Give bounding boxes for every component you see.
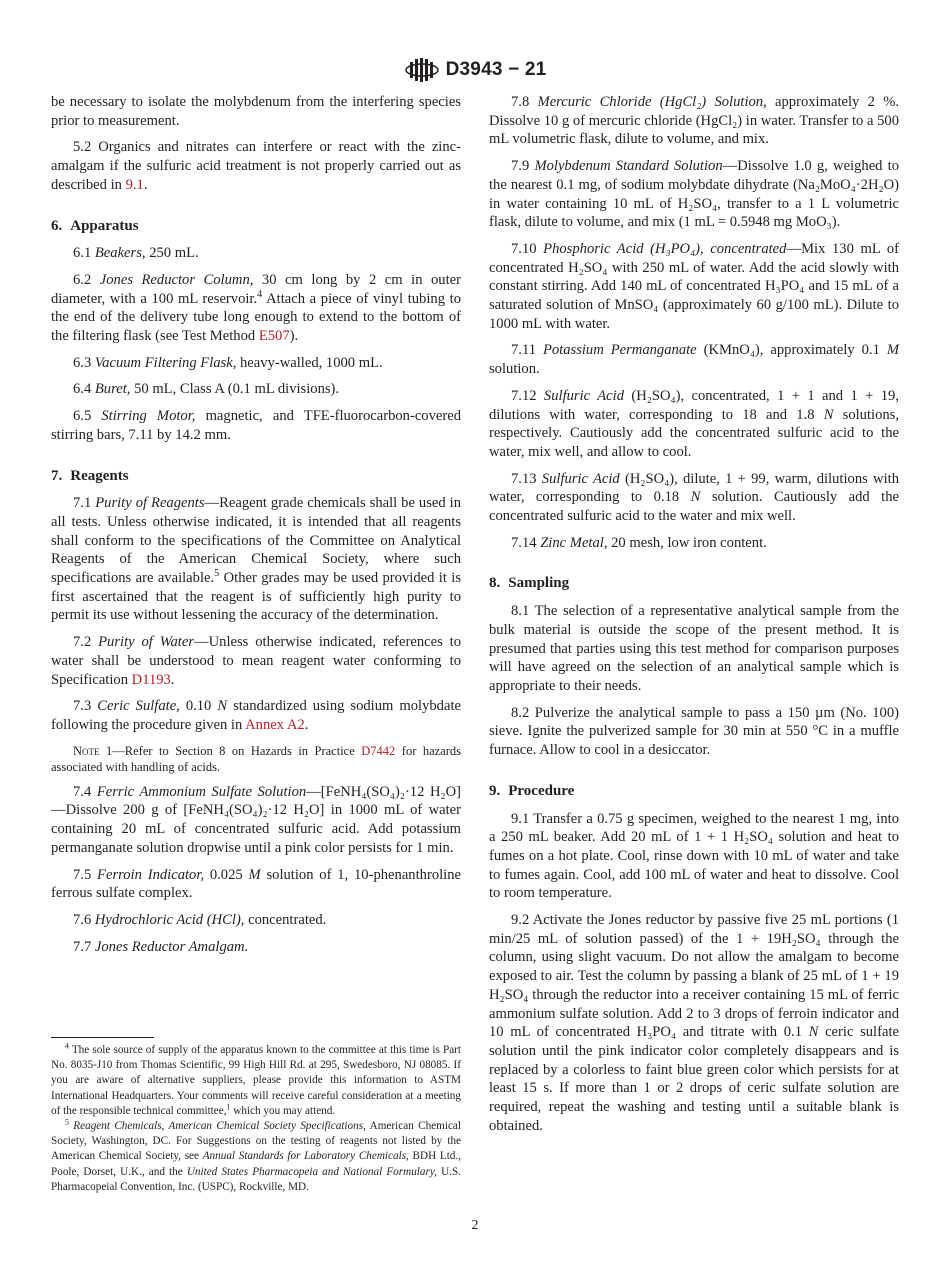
note-1: Note 1—Refer to Section 8 on Hazards in Practice D7442 for hazards associated with handling of acids. bbox=[51, 743, 462, 774]
paragraph-6-5: 6.5 Stirring Motor, magnetic, and TFE-fluorocarbon-covered stirring bars, 7.11 by 14.2 mm. bbox=[51, 408, 461, 443]
paragraph-7-10: 7.10 Phosphoric Acid (H₃PO₄), concentrated—Mix 130 mL of concentrated H₂SO₄ with 250 mL of water. Add the acid slowly with constant stirring. Add 140 mL of concentrated H₃PO₄ and 15 mL of a saturated solution of MnSO₄ (approximately 60 g/100 mL). Dilute to 1000 mL with water. bbox=[489, 240, 900, 332]
page-header bbox=[0, 56, 950, 89]
section-heading-apparatus: 6. Apparatus bbox=[51, 217, 139, 234]
paragraph-7-11: 7.11 Potassium Permanganate (KMnO₄), approximately 0.1 M solution. bbox=[489, 342, 899, 378]
link-d1193[interactable]: D1193 bbox=[131, 671, 171, 688]
document-id: D3943 − 21 bbox=[445, 59, 547, 80]
paragraph-7-4: 7.4 Ferric Ammonium Sulfate Solution—[FeNH₄(SO₄)₂·12 H₂O]—Dissolve 200 g of [FeNH₄(SO₄)₂·12 H₂O] in 1000 mL of water containing 20 mL of concentrated sulfuric acid. Add potassium permanganate solution dropwise until a pink color persists for 1 min. bbox=[51, 783, 461, 856]
section-heading-procedure: 9. Procedure bbox=[489, 782, 575, 799]
paragraph-7-3: 7.3 Ceric Sulfate, 0.10 N standardized using sodium molybdate following the procedure given in Annex A2. bbox=[51, 698, 461, 733]
link-d7442[interactable]: D7442 bbox=[361, 743, 396, 758]
link-e507[interactable]: E507 bbox=[258, 328, 290, 345]
astm-logo-icon bbox=[404, 56, 440, 84]
paragraph-7-6: 7.6 Hydrochloric Acid (HCl), concentrated. bbox=[73, 911, 327, 928]
footnote-4: $^4$ The sole source of supply of the apparatus known to the committee at this time is Part No. 8035-J10 from Thomas Scientific, 99 High Hill Rd. at 295, Swedesboro, NJ 08085. If you are aware of alternative suppliers, please provide this information to ASTM International Headquarters. Your comments will receive careful consideration at a meeting of the responsible technical committee,$^1$ which you may attend. bbox=[51, 1041, 461, 1117]
left-column bbox=[51, 93, 461, 964]
paragraph-7-1: 7.1 Purity of Reagents—Reagent grade chemicals shall be used in all tests. Unless otherwise indicated, it is intended that all reagents shall conform to the specifications of the Committee on Analytical Reagents of the American Chemical Society, where such specifications are available.$^5$ Other grades may be used provided it is first ascertained that the reagent is of sufficiently high purity to permit its use without lessening the accuracy of the determination. bbox=[51, 495, 462, 624]
footnote-ref-5[interactable]: 5 bbox=[214, 568, 220, 580]
paragraph-6-2: 6.2 Jones Reductor Column, 30 cm long by 2 cm in outer diameter, with a 100 mL reservoir.$^4$ Attach a piece of vinyl tubing to the end of the delivery tube long enough to extend to the bottom of the filtering flask (see Test Method E507). bbox=[51, 271, 461, 345]
section-heading-sampling: 8. Sampling bbox=[489, 575, 570, 592]
paragraph-6-4: 6.4 Buret, 50 mL, Class A (0.1 mL divisions). bbox=[73, 381, 340, 398]
page-number: 2 bbox=[471, 1218, 479, 1233]
paragraph-9-1: 9.1 Transfer a 0.75 g specimen, weighed to the nearest 1 mg, into a 250 mL beaker. Add 20 mL of 1 + 1 H₂SO₄ solution and heat to fumes on a hot plate. Cool, rinse down with 10 mL of water and take to fumes again. Cool, add 100 mL of water and heat to dissolve. Cool to room temperature. bbox=[489, 810, 899, 902]
paragraph-7-12: 7.12 Sulfuric Acid (H₂SO₄), concentrated, 1 + 1 and 1 + 19, dilutions with water, corresponding to 18 and 1.8 N solutions, respectively. Cautiously add the concentrated sulfuric acid to the water, mix well, and allow to cool. bbox=[489, 387, 900, 460]
paragraph-7-2: 7.2 Purity of Water—Unless otherwise indicated, references to water shall be understood to mean reagent water conforming to Specification D1193. bbox=[51, 634, 462, 688]
paragraph-8-1: 8.1 The selection of a representative analytical sample from the bulk material is outside the scope of the present method. It is presumed that parties using this test method for comparison purposes will have agreed on the selection of an analytical sample which is appropriate to their needs. bbox=[489, 603, 899, 694]
paragraph-6-3: 6.3 Vacuum Filtering Flask, heavy-walled, 1000 mL. bbox=[73, 354, 383, 371]
footnotes bbox=[51, 1043, 461, 1195]
paragraph-7-7: 7.7 Jones Reductor Amalgam. bbox=[73, 938, 249, 955]
paragraph-8-2: 8.2 Pulverize the analytical sample to pass a 150 µm (No. 100) sieve. Ignite the pulverized sample for 30 min at 550 °C in a muffle furnace. Allow to cool in a desiccator. bbox=[489, 704, 899, 759]
paragraph-7-9: 7.9 Molybdenum Standard Solution—Dissolve 1.0 g, weighed to the nearest 0.1 mg, of sodium molybdate dihydrate (Na₂MoO₄·2H₂O) in water containing 10 mL of H₂SO₄, transfer to a 1 L volumetric flask, dilute to volume, and mix (1 mL = 0.5948 mg MoO₃). bbox=[489, 158, 900, 231]
paragraph-5-2: 5.2 Organics and nitrates can interfere or react with the zinc-amalgam if the sulfuric acid treatment is not properly carried out as described in 9.1. bbox=[51, 139, 461, 193]
footnote-ref-4[interactable]: 4 bbox=[257, 288, 263, 300]
link-annex-a2[interactable]: Annex A2 bbox=[245, 716, 305, 733]
paragraph-7-14: 7.14 Zinc Metal, 20 mesh, low iron content. bbox=[511, 534, 767, 551]
paragraph-7-8: 7.8 Mercuric Chloride (HgCl₂) Solution, approximately 2 %. Dissolve 10 g of mercuric chloride (HgCl₂) in water. Transfer to a 500 mL volumetric flask, dilute to volume, and mix. bbox=[489, 94, 899, 148]
paragraph-6-1: 6.1 Beakers, 250 mL. bbox=[73, 245, 199, 262]
footnote-5: $^5$ Reagent Chemicals, American Chemical Society Specifications, American Chemical Society, Washington, DC. For Suggestions on the testing of reagents not listed by the American Chemical Society, see Annual Standards for Laboratory Chemicals, BDH Ltd., Poole, Dorset, U.K., and the United States Pharmacopeia and National Formulary, U.S. Pharmacopeial Convention, Inc. (USPC), Rockville, MD. bbox=[51, 1117, 461, 1193]
paragraph-9-2: 9.2 Activate the Jones reductor by passive five 25 mL portions (1 min/25 mL of solution passed) of the 1 + 19H₂SO₄ through the column, using slight vacuum. Do not allow the amalgam to become exposed to air. Test the column by passing a blank of 25 mL of 1 + 19 H₂SO₄ through the reductor into a receiver containing 15 mL of ferric ammonium sulfate solution. Add 2 to 3 drops of ferroin indicator and 10 mL of concentrated H₃PO₄ and titrate with 0.1 N ceric sulfate solution until the pink indicator color completely disappears and is replaced by a colorless to faint blue green color which persists for at least 15 s. If more than 1 or 2 drops of ceric sulfate solution are required, repeat the washing and testing until a suitable blank is obtained. bbox=[489, 912, 899, 1134]
paragraph-intro: be necessary to isolate the molybdenum from the interfering species prior to measurement. bbox=[51, 94, 461, 129]
right-column bbox=[489, 93, 899, 1143]
paragraph-7-5: 7.5 Ferroin Indicator, 0.025 M solution of 1, 10-phenanthroline ferrous sulfate complex. bbox=[51, 866, 461, 902]
section-heading-reagents: 7. Reagents bbox=[51, 467, 129, 484]
footnote-divider bbox=[51, 1037, 154, 1038]
link-9-1[interactable]: 9.1 bbox=[125, 176, 144, 193]
paragraph-7-13: 7.13 Sulfuric Acid (H₂SO₄), dilute, 1 + 99, warm, dilutions with water, corresponding to 0.18 N solution. Cautiously add the concentrated sulfuric acid to the water and mix well. bbox=[489, 470, 899, 525]
